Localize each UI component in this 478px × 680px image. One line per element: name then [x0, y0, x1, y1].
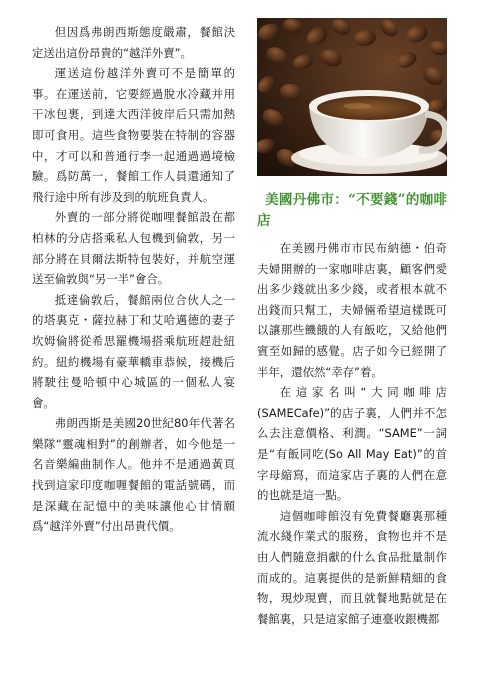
left-article-column	[32, 22, 235, 537]
coffee-cup-photo	[257, 18, 447, 176]
paragraph: 這個咖啡館沒有免費餐廳裏那種流水綫作業式的服務，食物也并不是由人們隨意捐獻的什么食品批量制作而成的。這裏提供的是新鮮精細的食物，現炒現賣，而且就餐地點就是在餐館裏，只是這家館子連臺收銀機都	[257, 508, 447, 626]
coffee-cup-illustration	[257, 18, 447, 176]
article-headline: 美國丹佛市：“不要錢”的咖啡店	[257, 192, 447, 229]
paragraph: 但因爲弗朗西斯態度嚴肅，餐館決定送出這份昂貴的“越洋外賣”。	[32, 25, 235, 60]
paragraph: 外賣的一部分將從咖哩餐館設在都柏林的分店搭乘私人包機到倫敦，另一部分將在貝爾法斯特包裝好，并航空運送至倫敦與“另一半”會合。	[32, 210, 235, 287]
paragraph: 弗朗西斯是美國20世紀80年代著名樂隊“靈魂相對”的創辦者，如今他是一名音樂編曲制作人。他并不是通過黃頁找到這家印度咖喱餐館的電話號碼，而是深藏在記憶中的美味讓他心甘情願爲“越洋外賣”付出昂貴代價。	[32, 416, 235, 534]
paragraph: 抵達倫敦后，餐館兩位合伙人之一的塔裏克・薩拉赫丁和艾哈邁德的妻子坎姆倫將從希思羅機場搭乘航班趕赴紐約。紐約機場有豪華轎車恭候，接機后將駛往曼哈頓中心城區的一個私人宴會。	[32, 292, 235, 410]
right-article-column	[257, 190, 447, 629]
paragraph: 在美國丹佛市市民布納德・伯奇夫婦開辦的一家咖啡店裏，顧客們愛出多少錢就出多少錢，或者根本就不出錢而只幫工，夫婦倆希望這樣既可以讓那些饑餓的人有飯吃，又給他們賓至如歸的感覺。店子如今已經開了半年，還依然“幸存”着。	[257, 241, 447, 379]
paragraph: 運送這份越洋外賣可不是簡單的事。在運送前，它要經過脫水冷藏并用干冰包裹，到達大西洋彼岸后只需加熱即可食用。這些食物要裝在特制的容器中，才可以和普通行李一起通過過境檢驗。爲防萬一，餐館工作人員還通知了飛行途中所有涉及到的航班負責人。	[32, 66, 235, 204]
paragraph: 在這家名叫“大同咖啡店(SAMECafe)”的店子裏，人們并不怎么去注意價格、利潤。“SAME”一詞是“有飯同吃(So All May Eat)”的首字母縮寫，而這家店子裏的人們在意的也就是這一點。	[257, 385, 447, 503]
